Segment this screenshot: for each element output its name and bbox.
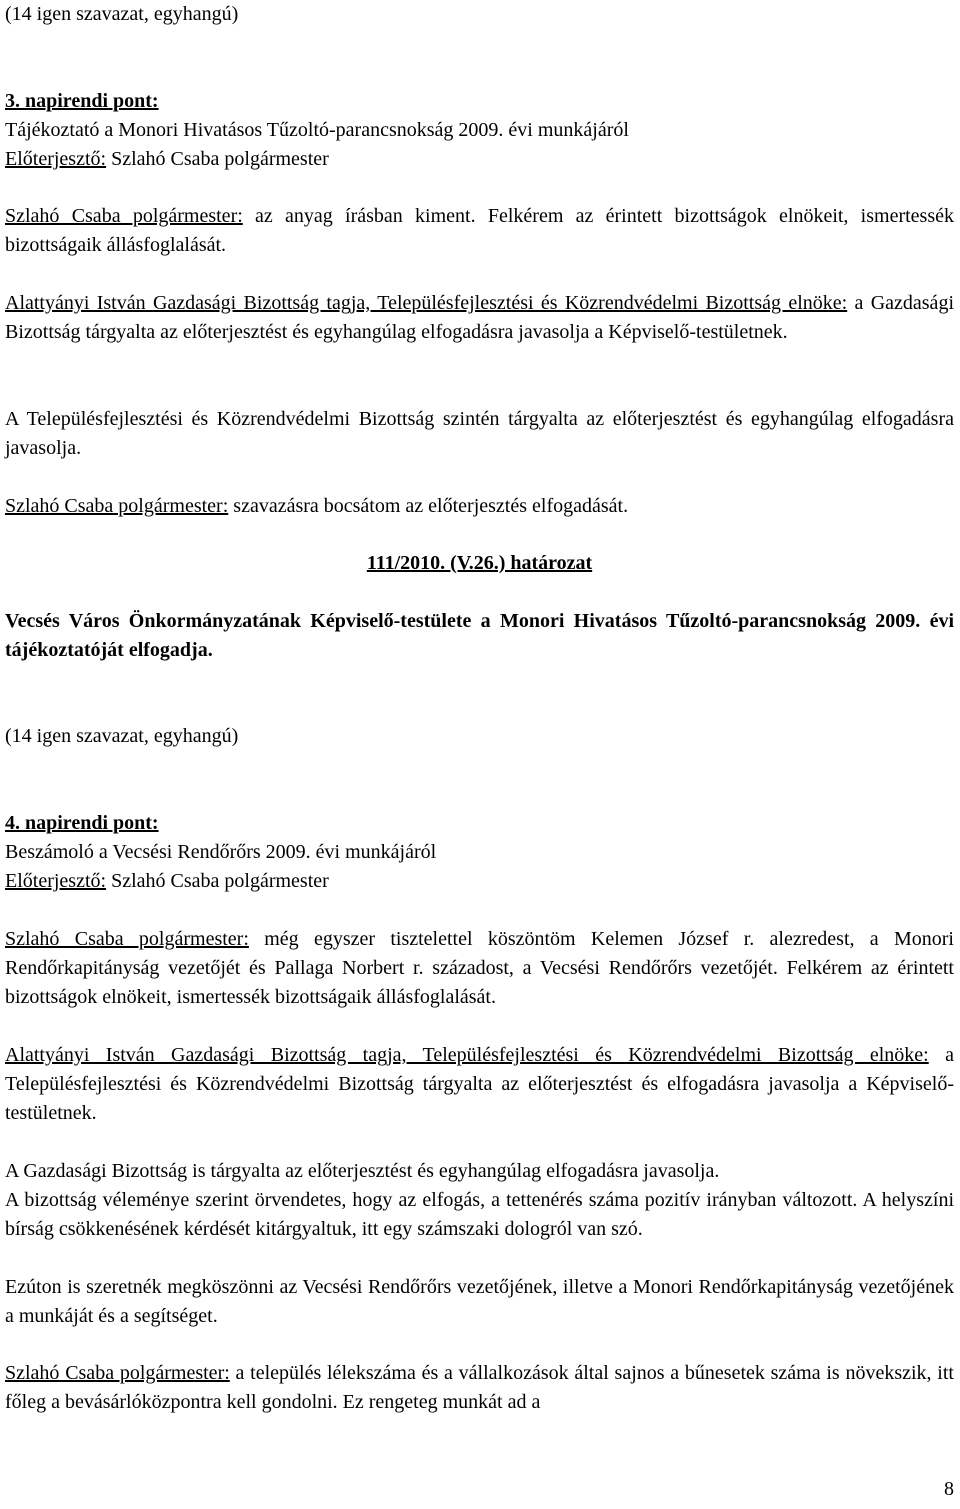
page-number: 8 (944, 1478, 954, 1500)
item4-paragraph-3-line-1: A Gazdasági Bizottság is tárgyalta az előterjesztést és egyhangúlag elfogadásra javasolja. (5, 1160, 720, 1182)
resolution-title (5, 549, 954, 578)
item4-paragraph-1 (5, 925, 954, 1012)
item4-paragraph-2 (5, 1041, 954, 1128)
agenda-item-3-heading-text: 3. napirendi pont: (5, 90, 159, 112)
speaker-label: Szlahó Csaba polgármester: (5, 495, 229, 517)
resolution-text: Vecsés Város Önkormányzatának Képviselő-testülete a Monori Hivatásos Tűzoltó-parancsnokság 2009. évi tájékoztatóját elfogadja. (5, 610, 954, 661)
agenda-item-4-presenter (5, 867, 329, 896)
item3-vote-result: (14 igen szavazat, egyhangú) (5, 725, 239, 747)
speech-text: az anyag írásban kiment. Felkérem az érintett bizottságok elnökeit, ismertessék bizottságaik állásfoglalását. (5, 205, 954, 256)
speech-text: még egyszer tisztelettel köszöntöm Kelemen József r. alezredest, a Monori Rendőrkapitányság vezetőjét és Pallaga Norbert r. századost, a Vecsési Rendőrőrs vezetőjét. Felkérem az érintett bizottságok elnökeit, ismertessék bizottságaik állásfoglalását. (5, 928, 954, 1008)
agenda-item-3-presenter (5, 145, 329, 174)
item4-paragraph-3-line-3: Ezúton is szeretnék megköszönni az Vecsési Rendőrőrs vezetőjének, illetve a Monori Rendőrkapitányság vezetőjének a munkáját és a segítséget. (5, 1276, 954, 1327)
speaker-label: Szlahó Csaba polgármester: (5, 928, 249, 950)
speech-text: a Településfejlesztési és Közrendvédelmi Bizottság tárgyalta az előterjesztést és elfogadásra javasolja a Képviselő-testületnek. (5, 1044, 954, 1124)
item3-paragraph-1 (5, 202, 954, 260)
item3-paragraph-2 (5, 289, 954, 347)
presenter-name: Szlahó Csaba polgármester (106, 148, 329, 170)
item3-paragraph-3: A Településfejlesztési és Közrendvédelmi Bizottság szintén tárgyalta az előterjesztést és egyhangúlag elfogadásra javasolja. (5, 408, 954, 459)
agenda-item-3-title: Tájékoztató a Monori Hivatásos Tűzoltó-parancsnokság 2009. évi munkájáról (5, 119, 629, 141)
speech-text: a település lélekszáma és a vállalkozások által sajnos a bűnesetek száma is növekszik, itt főleg a bevásárlóközpontra kell gondolni. Ez rengeteg munkát ad a (5, 1362, 954, 1413)
speaker-label: Alattyányi István Gazdasági Bizottság tagja, Településfejlesztési és Közrendvédelmi Bizottság elnöke: (5, 1044, 929, 1066)
speech-text: szavazásra bocsátom az előterjesztés elfogadását. (228, 495, 629, 517)
resolution-title-text: 111/2010. (V.26.) határozat (366, 552, 593, 574)
item3-paragraph-4 (5, 492, 628, 521)
agenda-item-4-heading-text: 4. napirendi pont: (5, 812, 159, 834)
speaker-label: Szlahó Csaba polgármester: (5, 1362, 230, 1384)
speaker-label: Szlahó Csaba polgármester: (5, 205, 243, 227)
speaker-label: Alattyányi István Gazdasági Bizottság tagja, Településfejlesztési és Közrendvédelmi Bizottság elnöke: (5, 292, 848, 314)
presenter-label: Előterjesztő: (5, 870, 107, 892)
item4-paragraph-3-line-2: A bizottság véleménye szerint örvendetes, hogy az elfogás, a tettenérés száma pozitív irányban változott. A helyszíni bírság csökkenésének kérdését kitárgyaltuk, itt egy számszaki dologról van szó. (5, 1189, 954, 1240)
speech-text: a Gazdasági Bizottság tárgyalta az előterjesztést és egyhangúlag elfogadásra javasolja a Képviselő-testületnek. (5, 292, 954, 343)
vote-result-top: (14 igen szavazat, egyhangú) (5, 3, 239, 25)
agenda-item-4-heading (5, 809, 159, 838)
agenda-item-3-heading (5, 87, 159, 116)
presenter-name: Szlahó Csaba polgármester (106, 870, 329, 892)
agenda-item-4-title: Beszámoló a Vecsési Rendőrőrs 2009. évi munkájáról (5, 841, 437, 863)
item4-paragraph-4 (5, 1359, 954, 1417)
presenter-label: Előterjesztő: (5, 148, 107, 170)
